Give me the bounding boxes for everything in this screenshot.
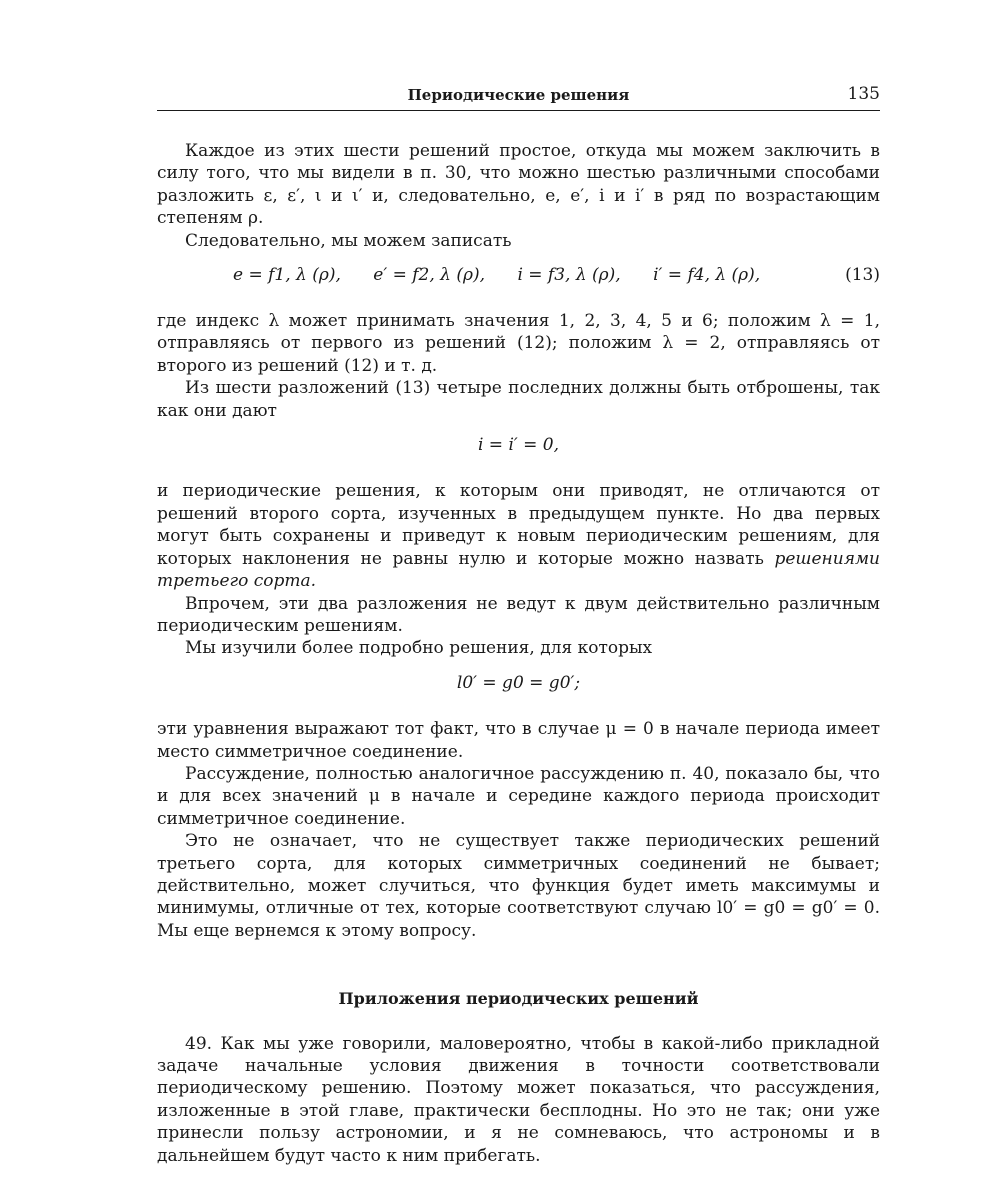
paragraph: Впрочем, эти два разложения не ведут к двум действительно различным периодическим решениям. [157, 593, 880, 636]
section-heading: Приложения периодических решений [338, 989, 699, 1009]
equation-number: (13) [845, 265, 880, 286]
paragraph: Следовательно, мы можем записать [185, 230, 512, 251]
running-title: Периодические решения [407, 86, 630, 104]
paragraph: Это не означает, что не существует также периодических решений третьего сорта, для которых симметричных соединений не бывает; действительно, может случиться, что функция будет иметь максимумы и минимумы, отличные от тех, которые соответствуют случаю l0′ = g0 = g0′ = 0. Мы еще вернемся к этому вопросу. [157, 831, 880, 941]
paragraph: Из шести разложений (13) четыре последних должны быть отброшены, так как они дают [157, 378, 880, 421]
equation-13-body: e = f1, λ (ρ), e′ = f2, λ (ρ), i = f3, λ (ρ), i′ = f4, λ (ρ), [233, 265, 761, 286]
paragraph: Мы изучили более подробно решения, для которых [185, 638, 653, 659]
page-header [157, 86, 880, 111]
paragraph: Каждое из этих шести решений простое, откуда мы можем заключить в силу того, что мы видели в п. 30, что можно шестью различными способами разложить ε, ε′, ι и ι′ и, следовательно, e, e′, i и i′ в ряд по возрастающим степеням ρ. [157, 141, 880, 229]
paragraph: эти уравнения выражают тот факт, что в случае μ = 0 в начале периода имеет место симметричное соединение. [157, 719, 880, 762]
emphasized-term: решениями третьего сорта. [157, 548, 880, 592]
paragraph: Рассуждение, полностью аналогичное рассуждению п. 40, показало бы, что и для всех значений μ в начале и середине каждого периода происходит симметричное соединение. [157, 763, 880, 829]
paragraph [157, 480, 880, 592]
equation-symmetric: l0′ = g0 = g0′; [456, 672, 581, 693]
page-body [157, 140, 880, 1167]
equation-inclination: i = i′ = 0, [477, 435, 560, 456]
equation-13 [157, 264, 880, 288]
paragraph: 49. Как мы уже говорили, маловероятно, чтобы в какой-либо прикладной задаче начальные условия движения в точности соответствовали периодическому решению. Поэтому может показаться, что рассуждения, изложенные в этой главе, практически бесплодны. Но это не так; они уже принесли пользу астрономии, и я не сомневаюсь, что астрономы и в дальнейшем будут часто к ним прибегать. [157, 1033, 880, 1166]
page-number: 135 [847, 84, 880, 104]
paragraph-text: и периодические решения, к которым они приводят, не отличаются от решений второго сорта, изученных в предыдущем пункте. Но два первых могут быть сохранены и приведут к новым периодическим решениям, для которых наклонения не равны нулю и которые можно назвать [157, 481, 880, 569]
paragraph: где индекс λ может принимать значения 1, 2, 3, 4, 5 и 6; положим λ = 1, отправляясь от первого из решений (12); положим λ = 2, отправляясь от второго из решений (12) и т. д. [157, 311, 880, 376]
